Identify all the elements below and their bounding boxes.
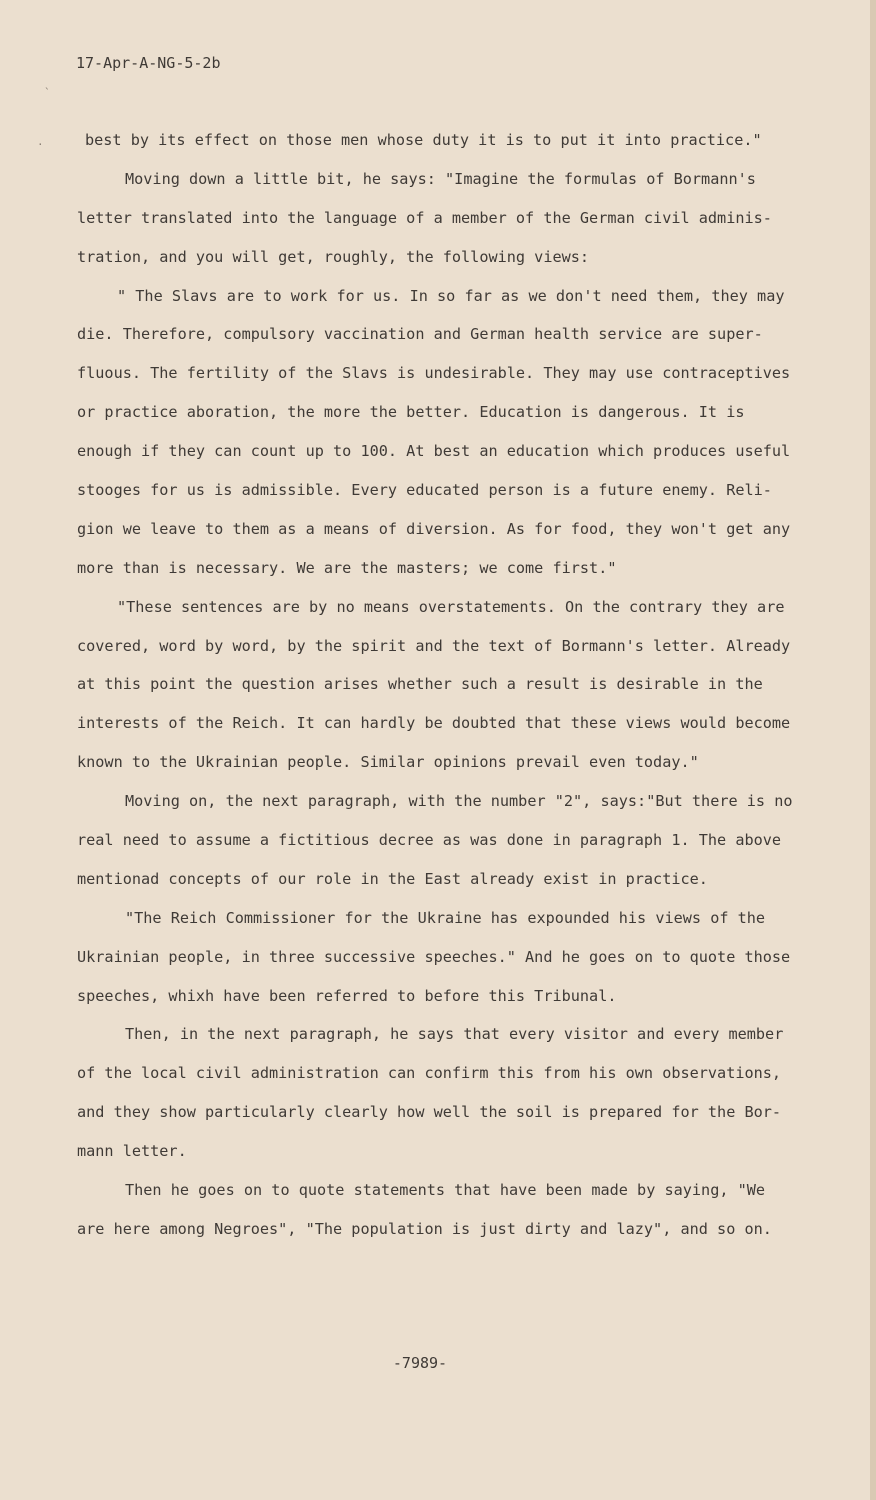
text-line: die. Therefore, compulsory vaccination and German health service are super- (77, 325, 763, 344)
text-line: stooges for us is admissible. Every educated person is a future enemy. Reli- (77, 481, 772, 500)
text-line: known to the Ukrainian people. Similar opinions prevail even today." (77, 753, 699, 772)
text-line: letter translated into the language of a member of the German civil adminis- (77, 208, 772, 227)
text-line: mentionad concepts of our role in the East already exist in practice. (77, 869, 708, 888)
text-line: and they show particularly clearly how well the soil is prepared for the Bor- (77, 1103, 782, 1122)
text-line: more than is necessary. We are the masters; we come first." (77, 558, 617, 577)
stray-mark: ` (44, 86, 51, 99)
text-line: Then he goes on to quote statements that have been made by saying, "We (125, 1181, 766, 1200)
text-line: of the local civil administration can confirm this from his own observations, (77, 1064, 782, 1083)
text-line: Ukrainian people, in three successive speeches." And he goes on to quote those (77, 947, 791, 966)
text-line: "The Reich Commissioner for the Ukraine has expounded his views of the (125, 908, 766, 927)
text-line: covered, word by word, by the spirit and the text of Bormann's letter. Already (77, 636, 791, 655)
text-line: Then, in the next paragraph, he says that every visitor and every member (125, 1025, 784, 1044)
text-line: Moving on, the next paragraph, with the number "2", says:"But there is no (125, 792, 793, 811)
page-number: -7989- (392, 1354, 448, 1372)
text-line: at this point the question arises whether such a result is desirable in the (77, 675, 763, 694)
text-line: speeches, whixh have been referred to before this Tribunal. (77, 986, 617, 1005)
transcript-body (77, 121, 829, 1249)
text-line: enough if they can count up to 100. At best an education which produces useful (77, 442, 791, 461)
text-line: are here among Negroes", "The population is just dirty and lazy", and so on. (77, 1219, 772, 1238)
text-line: gion we leave to them as a means of diversion. As for food, they won't get any (77, 519, 791, 538)
text-line: tration, and you will get, roughly, the following views: (77, 247, 590, 266)
text-line: fluous. The fertility of the Slavs is undesirable. They may use contraceptives (77, 364, 791, 383)
text-line: "These sentences are by no means overstatements. On the contrary they are (117, 597, 785, 616)
text-line: mann letter. (77, 1142, 187, 1161)
document-header: 17-Apr-A-NG-5-2b (76, 54, 221, 72)
text-line: best by its effect on those men whose duty it is to put it into practice." (85, 131, 762, 149)
text-line: real need to assume a fictitious decree as was done in paragraph 1. The above (77, 831, 782, 850)
text-line: or practice aboration, the more the better. Education is dangerous. It is (77, 403, 745, 422)
text-line: Moving down a little bit, he says: "Imagine the formulas of Bormann's (125, 169, 756, 188)
text-line: " The Slavs are to work for us. In so far as we don't need them, they may (117, 286, 785, 305)
stray-mark: · (37, 138, 44, 151)
text-line: interests of the Reich. It can hardly be doubted that these views would become (77, 714, 791, 733)
